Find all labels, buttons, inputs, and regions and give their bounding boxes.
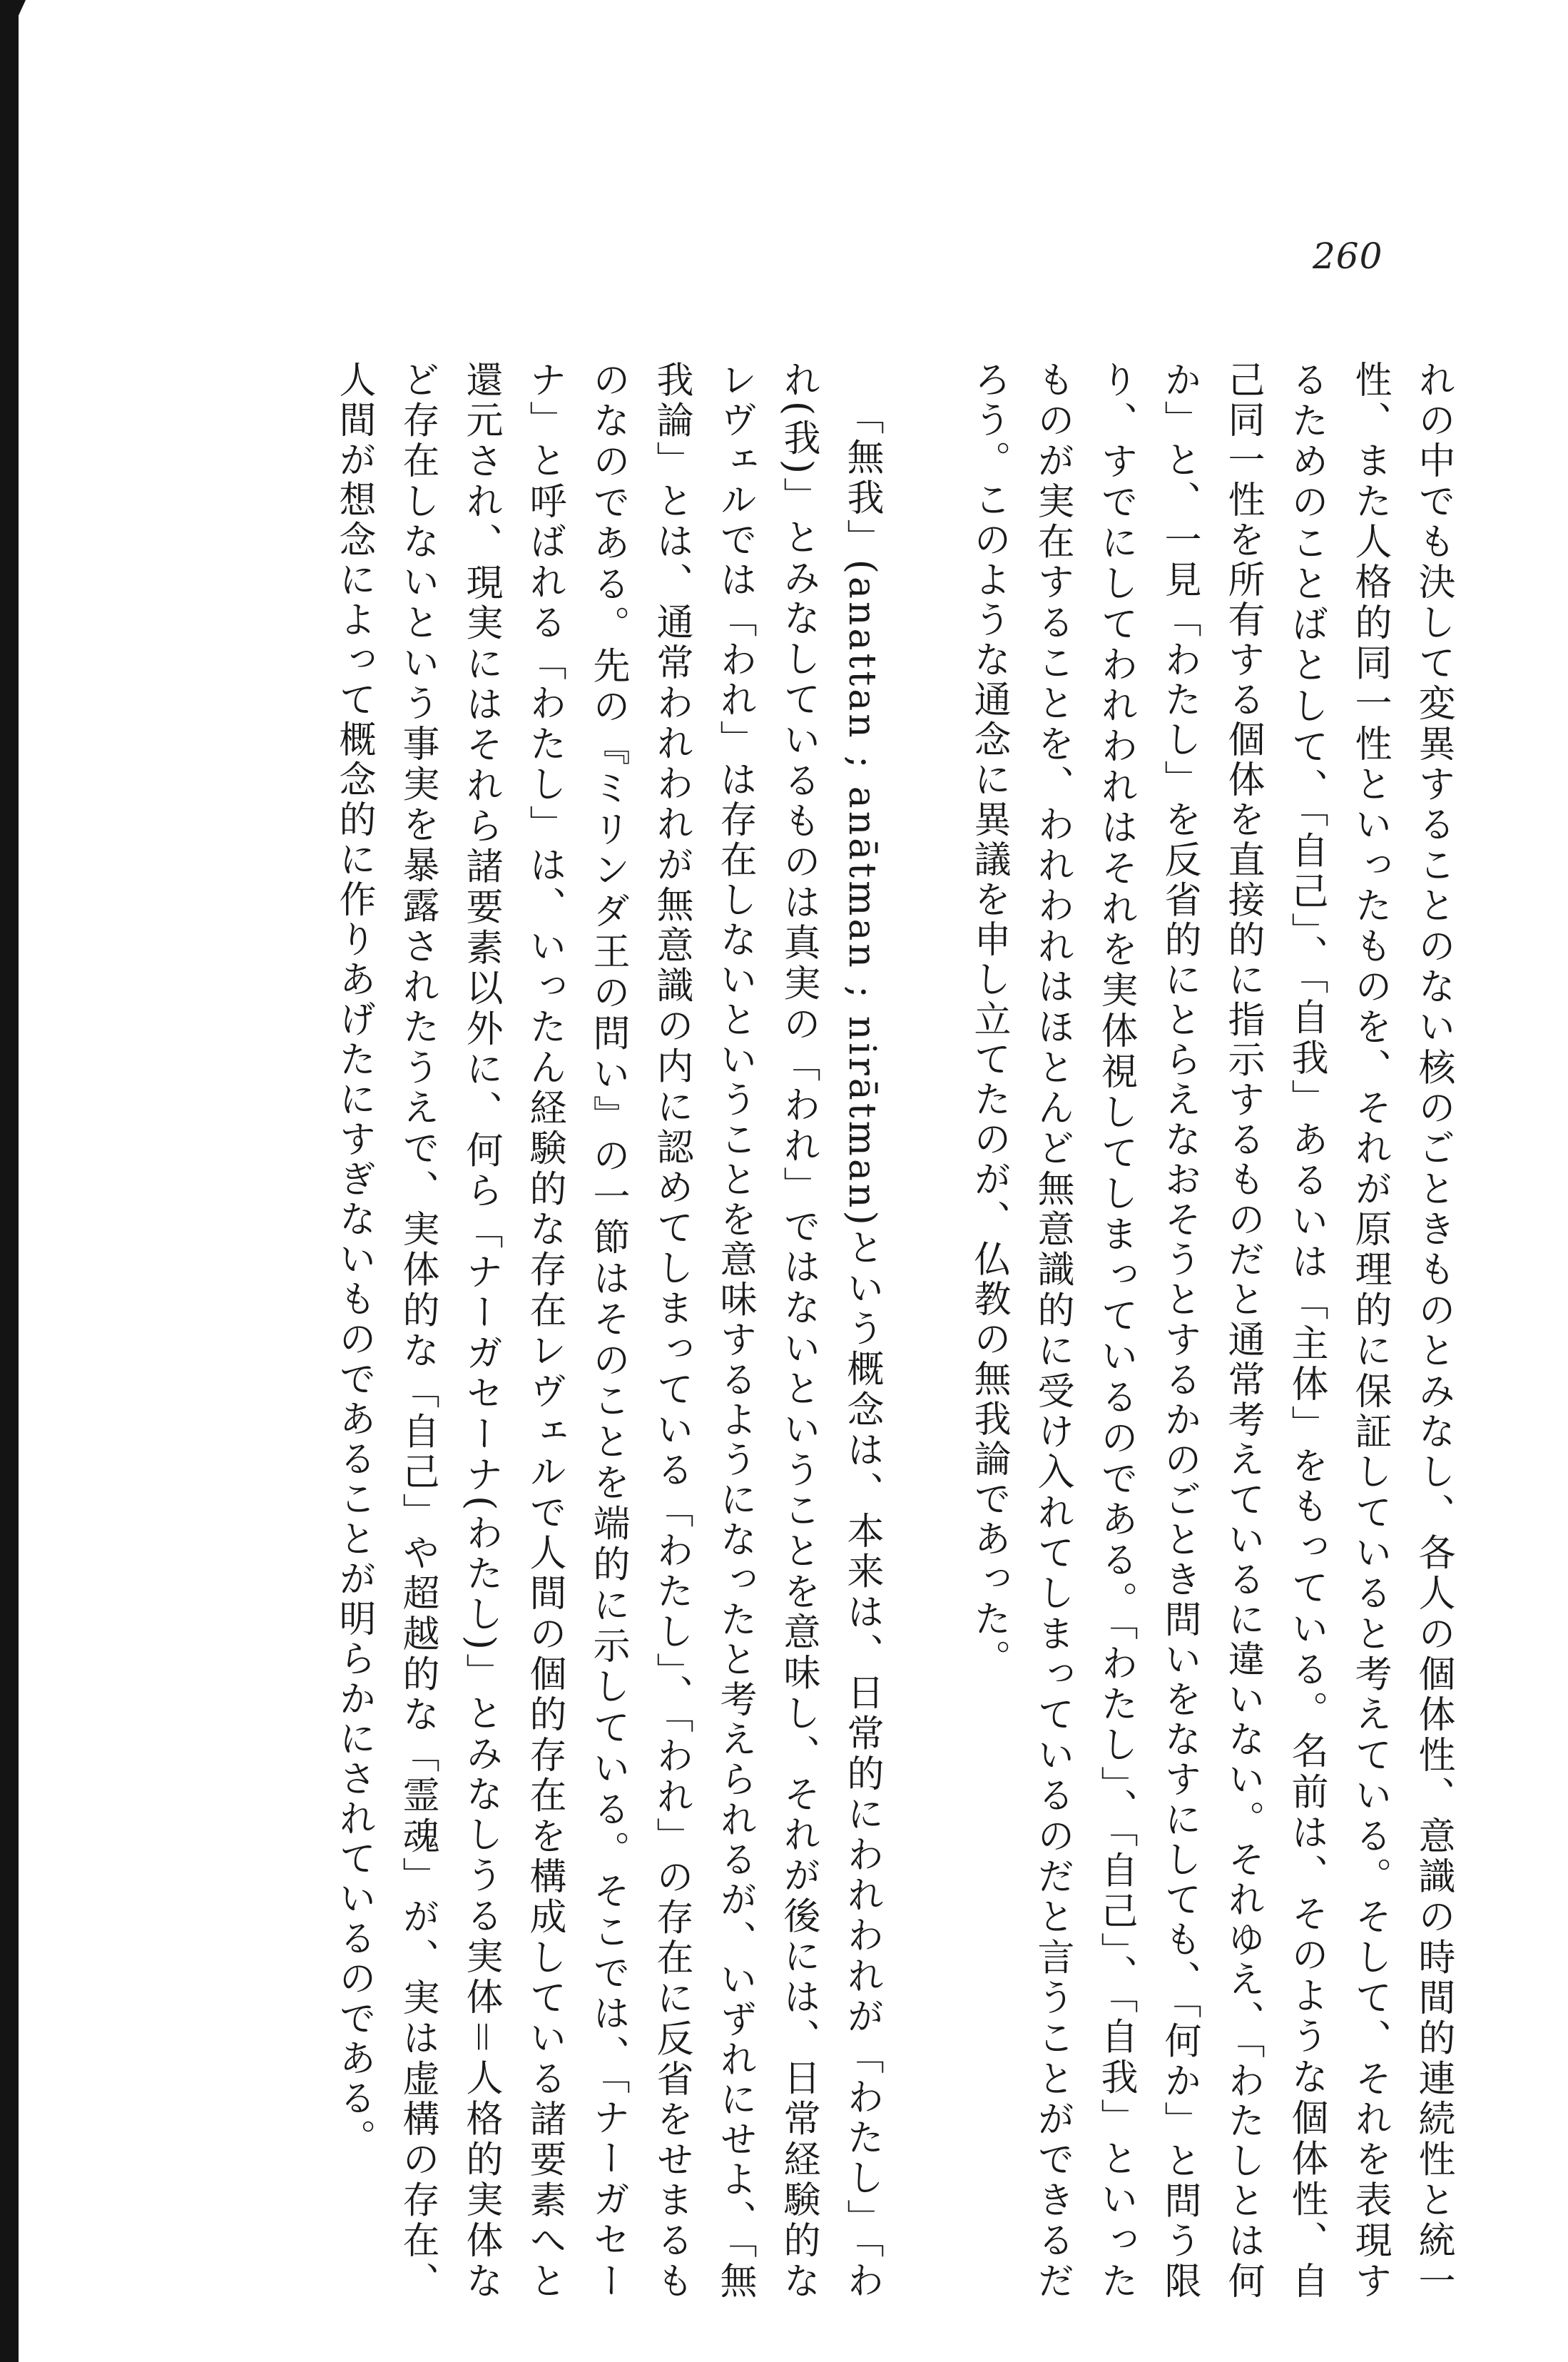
paragraph: れの中でも決して変異することのない核のごときものとみなし、各人の個体性、意識の時間的連続性と統一性、また人格的同一性といったものを、それが原理的に保証していると考えている。そして、それを表現するためのことばとして、「自己」、「自我」あるいは「主体」をもっている。名前は、そのような個体性、自己同一性を所有する個体を直接的に指示するものだと通常考えているに違いない。それゆえ、「わたしとは何か」と、一見「わたし」を反省的にとらえなおそうとするかのごとき問いをなすにしても、「何か」と問う限り、すでにしてわれわれはそれを実体視してしまっているのである。「わたし」、「自己」、「自我」といったものが実在することを、われわれはほとんど無意識的に受け入れてしまっているのだと言うことができるだろう。このような通念に異議を申し立てたのが、仏教の無我論であった。	[967, 360, 1455, 2302]
paragraph: 「無我」(anattan ; anātman ; nirātman)という概念は、本来は、日常的にわれわれが「わたし」「われ(我)」とみなしているものは真実の「われ」ではないということを意味し、それが後には、日常経験的なレヴェルでは「われ」は存在しないということを意味するようになったと考えられるが、いずれにせよ、「無我論」とは、通常われわれが無意識の内に認めてしまっている「わたし」、「われ」の存在に反省をせまるものなのである。先の『ミリンダ王の問い』の一節はそのことを端的に示している。そこでは、「ナーガセーナ」と呼ばれる「わたし」は、いったん経験的な存在レヴェルで人間の個的存在を構成している諸要素へと還元され、現実にはそれら諸要素以外に、何ら「ナーガセーナ(わたし)」とみなしうる実体＝人格的実体など存在しないという事実を暴露されたうえで、実体的な「自己」や超越的な「霊魂」が、実は虚構の存在、人間が想念によって概念的に作りあげたにすぎないものであることが明らかにされているのである。	[332, 360, 883, 2302]
page-number: 260	[1313, 235, 1383, 277]
body-text	[322, 360, 1465, 2301]
binding-edge	[0, 0, 19, 2362]
binding-notch	[0, 0, 26, 56]
